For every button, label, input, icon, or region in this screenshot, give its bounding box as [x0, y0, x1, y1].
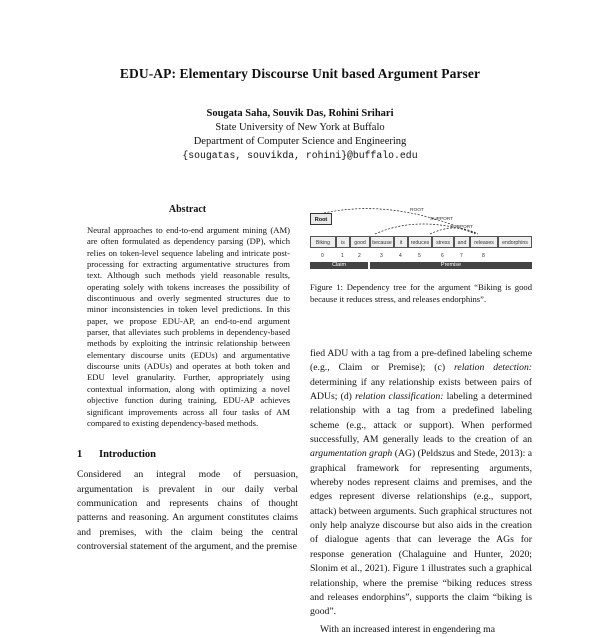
author-names: Sougata Saha, Souvik Das, Rohini Srihari	[206, 108, 394, 119]
figure-dependency-tree	[310, 206, 532, 276]
arc-label-root: ROOT	[410, 208, 424, 213]
token: is	[336, 236, 350, 248]
introduction-text: Considered an integral mode of persuasion, argumentation is prevalent in our daily verbal communication and represents chains of thought patterns and reasoning. An argument constitutes claims and premises, with the claim being the central controversial statement of the argument, and the premise	[77, 469, 298, 552]
author-emails: {sougatas, souvikda, rohini}@buffalo.edu	[182, 150, 418, 161]
token: releases	[470, 236, 498, 248]
abstract-text: Neural approaches to end-to-end argument mining (AM) are often formulated as dependency parsing (DP), which relies on token-level sequence labeling and intricate post-processing for extracting argumentative structures from text. Although such methods yield reasonable results, operating solely with tokens increases the possibility of discontinuous and overly segmented structures due to minor inconsistencies in token level predictions. In this paper, we propose EDU-AP, an end-to-end argument parser, that alleviates such problems in dependency-based methods by exploiting the intrinsic relationship between elementary discourse units (EDUs) and argumentative discourse units (ADUs) and operates at both token and EDU level granularity. Further, appropriately using contextual information, along with optimizing a novel objective function during training, EDU-AP achieves significant improvements across all four tasks of AM compared to existing dependency-based methods.	[87, 225, 290, 428]
token: stress	[432, 236, 454, 248]
tick-label: 3	[380, 253, 383, 259]
arc-label-support-2: SUPPORT	[450, 225, 474, 230]
tick-label: 0	[321, 253, 324, 259]
arc-label-support-1: SUPPORT	[430, 217, 454, 222]
figure-caption: Figure 1: Dependency tree for the argument “Biking is good because it reduces stress, and releases endorphins”.	[310, 282, 532, 304]
affiliation-department: Department of Computer Science and Engineering	[193, 136, 407, 147]
section-heading-introduction	[77, 449, 298, 460]
author-block	[0, 107, 600, 163]
paper-title: EDU-AP: Elementary Discourse Unit based Argument Parser	[119, 66, 481, 81]
token: it	[394, 236, 408, 248]
abstract-heading: Abstract	[168, 204, 207, 215]
tick-label: 7	[460, 253, 463, 259]
token: reduces	[408, 236, 432, 248]
token: good	[350, 236, 370, 248]
token: Biking	[310, 236, 336, 248]
premise-bar: Premise	[370, 262, 532, 269]
tick-label: 1	[341, 253, 344, 259]
left-column	[77, 204, 298, 554]
token: because	[370, 236, 394, 248]
token: and	[454, 236, 470, 248]
tick-label: 5	[418, 253, 421, 259]
section-title: Introduction	[99, 449, 156, 461]
right-column	[310, 204, 532, 637]
tick-label: 2	[358, 253, 361, 259]
tick-label: 8	[482, 253, 485, 259]
tick-label: 4	[399, 253, 402, 259]
affiliation-university: State University of New York at Buffalo	[215, 122, 385, 133]
right-paragraph-2: With an increased interest in engendering ma	[320, 623, 495, 635]
figure-root-node: Root	[310, 213, 332, 225]
token: endorphins	[498, 236, 532, 248]
right-paragraph-1: fied ADU with a tag from a pre-defined labeling scheme (e.g., Claim or Premise); (c) relation detection: determining if any relationship exists between pairs of ADUs; (d) relation classification: labeling a determined relationship with a tag from a predefined labeling scheme (e.g., attack or support). When performed successfully, AM generally leads to the creation of an argumentation graph (AG) (Peldszus and Stede, 2013): a graphical framework for representing arguments, whereby nodes represent claims and premises, and the edges represent diverse relationships (e.g., support, attack) between arguments. Such graphical structures not only help analyze discourse but also aids in the creation of dialogue agents that can leverage the AGs for response generation (Chalaguine and Hunter, 2020; Slonim et al., 2021). Figure 1 illustrates such a graphical relationship, where the premise “biking reduces stress and releases endorphins”, supports the claim “biking is good”.	[310, 348, 533, 618]
tick-label: 6	[441, 253, 444, 259]
section-number: 1	[77, 449, 83, 461]
claim-bar: Claim	[310, 262, 368, 269]
